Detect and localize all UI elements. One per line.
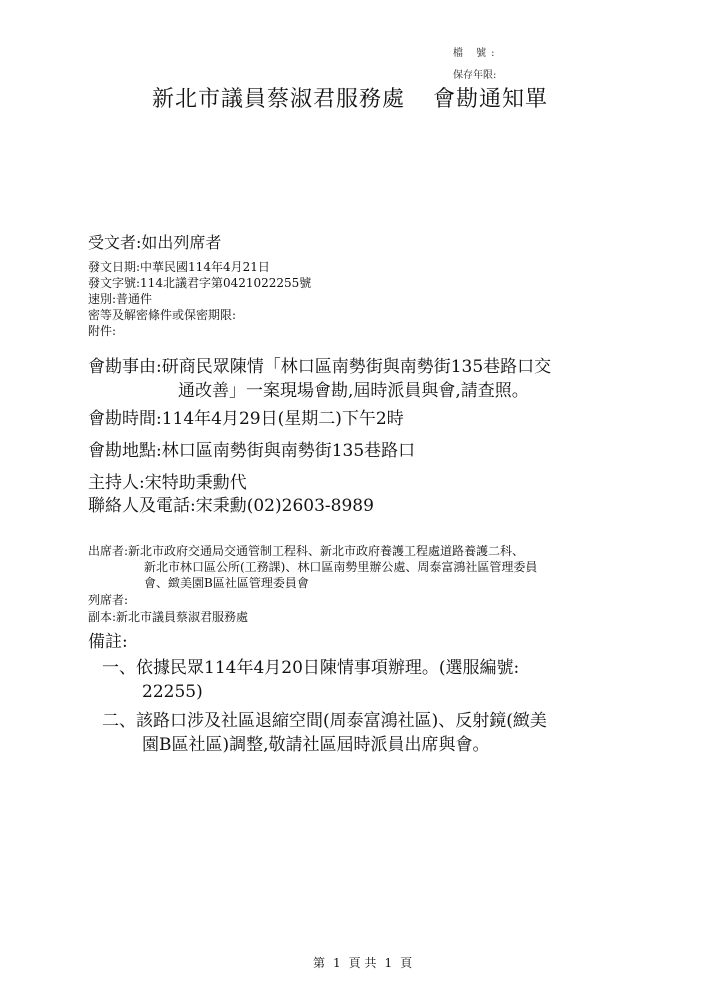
document-type: 會勘通知單 <box>433 87 549 112</box>
issue-number: 發文字號:114北議君字第0421022255號 <box>88 276 312 290</box>
note-item-2 <box>102 709 547 757</box>
page-total: 1 <box>384 956 393 970</box>
note-item-1 <box>102 656 519 704</box>
page-prefix: 第 <box>313 956 326 970</box>
subject-line-2: 通改善」一案現場會勘,屆時派員與會,請查照。 <box>178 381 529 401</box>
attendees-line-2: 新北市林口區公所(工務課)、林口區南勢里辦公處、周泰富鴻社區管理委員 <box>144 560 538 574</box>
attendees-line-3: 會、緻美園B區社區管理委員會 <box>144 576 309 590</box>
attachment-line: 附件: <box>88 324 117 338</box>
page-footer <box>313 954 412 971</box>
inspection-place: 會勘地點:林口區南勢街與南勢街135巷路口 <box>88 441 416 461</box>
note-2-line-1: 二、該路口涉及社區退縮空間(周泰富鴻社區)、反射鏡(緻美 <box>102 711 547 731</box>
contact-line: 聯絡人及電話:宋秉勳(02)2603-8989 <box>88 496 374 516</box>
recipient-line: 受文者:如出列席者 <box>88 233 222 252</box>
office-name: 新北市議員蔡淑君服務處 <box>152 87 406 112</box>
host-line: 主持人:宋特助秉勳代 <box>88 473 247 493</box>
inspection-time: 會勘時間:114年4月29日(星期二)下午2時 <box>88 409 404 429</box>
notes-label: 備註: <box>88 632 128 652</box>
page-suffix: 頁 <box>400 956 413 970</box>
secrecy-level: 密等及解密條件或保密期限: <box>88 308 237 322</box>
issuance-info <box>88 259 311 339</box>
note-1-line-2: 22255) <box>142 682 203 702</box>
document-title <box>152 82 548 113</box>
copy-line: 副本:新北市議員蔡淑君服務處 <box>88 610 249 624</box>
observers-line: 列席者: <box>88 593 129 607</box>
page-mid: 頁 共 <box>348 956 377 970</box>
page-number: 1 <box>333 956 341 970</box>
inspection-subject <box>88 355 551 403</box>
issue-date: 發文日期:中華民國114年4月21日 <box>88 260 270 274</box>
attendees-list <box>88 543 537 591</box>
attendees-line-1: 出席者:新北市政府交通局交通管制工程科、新北市政府養護工程處道路養護二科、 <box>88 544 525 558</box>
file-number-label: 檔 號: <box>453 48 500 59</box>
subject-line-1: 會勘事由:研商民眾陳情「林口區南勢街與南勢街135巷路口交 <box>88 357 552 377</box>
delivery-speed: 速別:普通件 <box>88 292 153 306</box>
note-2-line-2: 園B區社區)調整,敬請社區屆時派員出席與會。 <box>142 735 490 755</box>
note-1-line-1: 一、依據民眾114年4月20日陳情事項辦理。(選服編號: <box>102 658 520 678</box>
retention-period-label: 保存年限: <box>453 70 497 81</box>
